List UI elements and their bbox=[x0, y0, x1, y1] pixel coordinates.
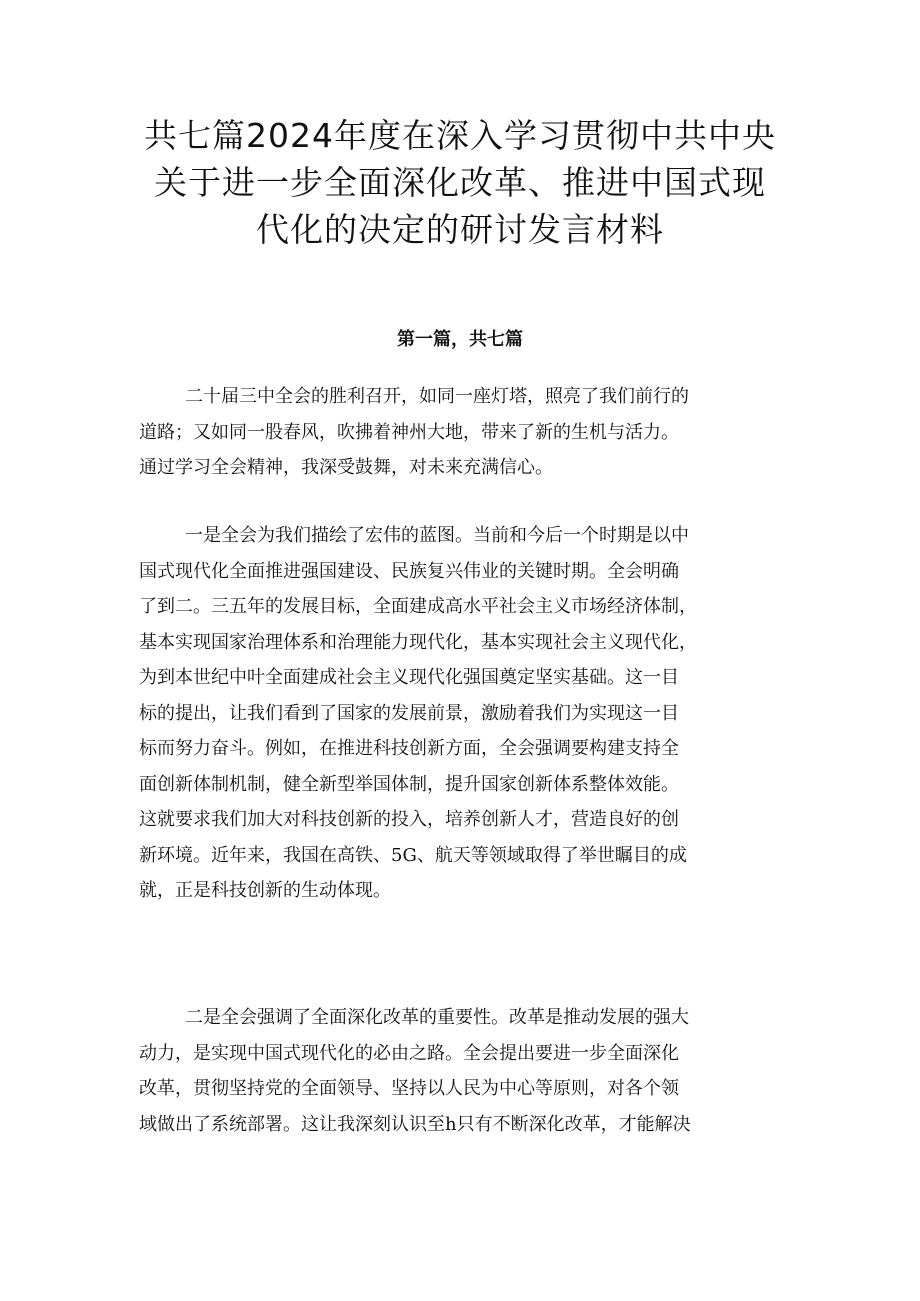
paragraph-3 bbox=[139, 1000, 789, 1142]
paragraph-line: 为到本世纪中叶全面建成社会主义现代化强国奠定坚实基础。这一目 bbox=[139, 667, 679, 688]
paragraph-2 bbox=[139, 518, 789, 909]
paragraph-1 bbox=[139, 379, 789, 486]
paragraph-line: 道路；又如同一股春风，吹拂着神州大地，带来了新的生机与活力。 bbox=[139, 421, 679, 443]
paragraph-line: 动力，是实现中国式现代化的必由之路。全会提出要进一步全面深化 bbox=[139, 1042, 679, 1064]
paragraph-line: 改革，贯彻坚持党的全面领导、坚持以人民为中心等原则，对各个领 bbox=[139, 1078, 679, 1099]
paragraph-line: 国式现代化全面推进强国建设、民族复兴伟业的关键时期。全会明确 bbox=[139, 560, 679, 582]
section-heading: 第一篇，共七篇 bbox=[397, 329, 523, 350]
paragraph-line: 通过学习全会精神，我深受鼓舞，对未来充满信心。 bbox=[139, 457, 553, 478]
title-line: 关于进一步全面深化改革、推进中国式现 bbox=[154, 163, 766, 202]
paragraph-line: 了到二。三五年的发展目标，全面建成高水平社会主义市场经济体制， bbox=[139, 596, 697, 617]
paragraph-line: 新环境。近年来，我国在高铁、5G、航天等领域取得了举世瞩目的成 bbox=[139, 844, 687, 866]
paragraph-line: 一是全会为我们描绘了宏伟的蓝图。当前和今后一个时期是以中 bbox=[185, 525, 689, 546]
title-line: 代化的决定的研讨发言材料 bbox=[256, 210, 664, 249]
title-line: 共七篇2024年度在深入学习贯彻中共中央 bbox=[144, 116, 776, 155]
paragraph-line: 域做出了系统部署。这让我深刻认识至h只有不断深化改革，才能解决 bbox=[139, 1113, 691, 1135]
paragraph-line: 就，正是科技创新的生动体现。 bbox=[139, 880, 391, 901]
paragraph-line: 二是全会强调了全面深化改革的重要性。改革是推动发展的强大 bbox=[185, 1007, 689, 1028]
paragraph-line: 基本实现国家治理体系和治理能力现代化，基本实现社会主义现代化， bbox=[139, 631, 697, 653]
paragraph-line: 面创新体制机制，健全新型举国体制，提升国家创新体系整体效能。 bbox=[139, 773, 679, 795]
paragraph-line: 这就要求我们加大对科技创新的投入，培养创新人才，营造良好的创 bbox=[139, 809, 679, 830]
paragraph-line: 标的提出，让我们看到了国家的发展前景，激励着我们为实现这一目 bbox=[139, 702, 679, 724]
paragraph-line: 二十届三中全会的胜利召开，如同一座灯塔，照亮了我们前行的 bbox=[185, 386, 689, 407]
paragraph-line: 标而努力奋斗。例如，在推进科技创新方面，全会强调要构建支持全 bbox=[139, 738, 679, 759]
document-title bbox=[130, 112, 790, 253]
